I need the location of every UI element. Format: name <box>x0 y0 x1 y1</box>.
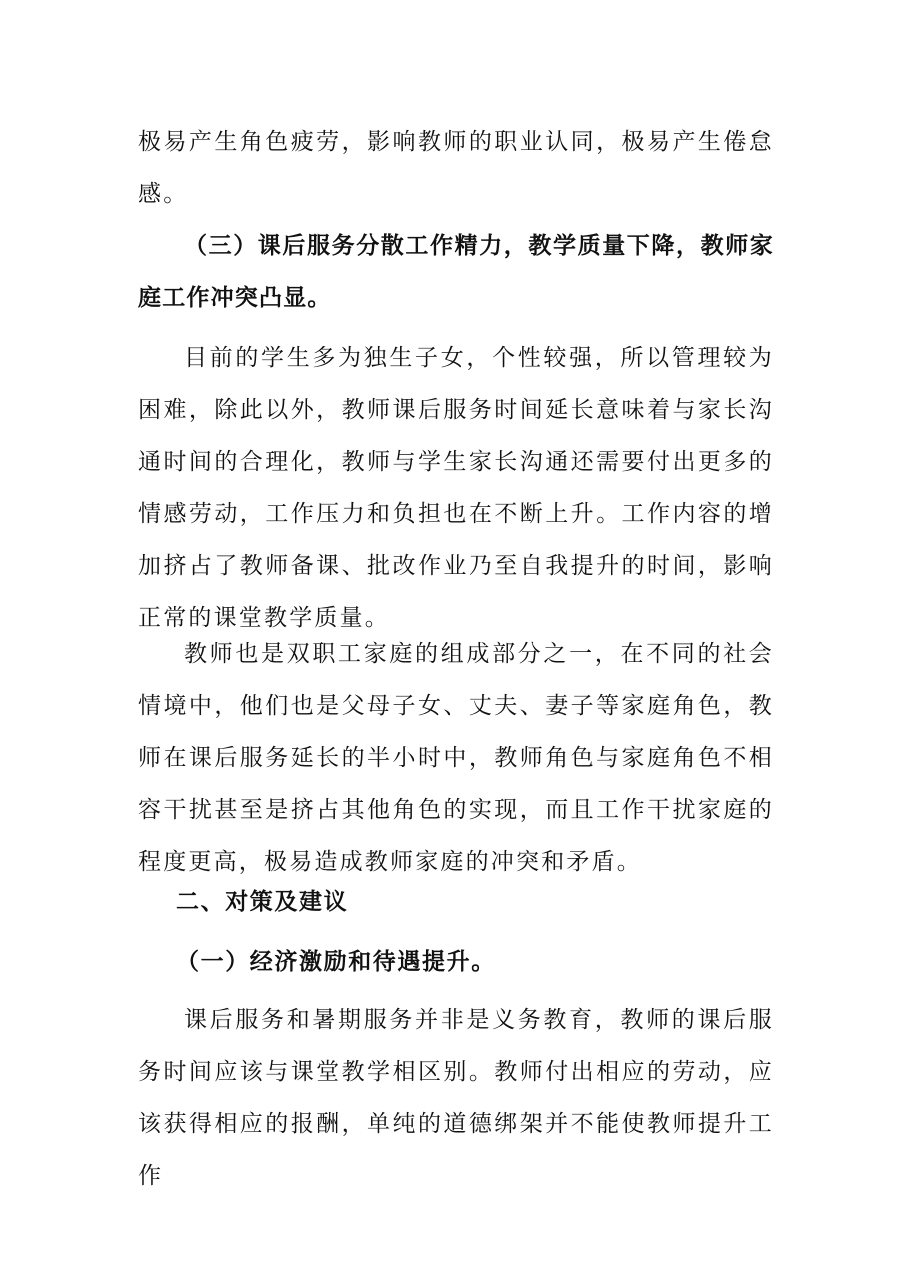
section-heading-two: 二、对策及建议 <box>176 889 349 915</box>
body-paragraph-students: 目前的学生多为独生子女，个性较强，所以管理较为困难，除此以外，教师课后服务时间延长意味着与家长沟通时间的合理化，教师与学生家长沟通还需要付出更多的情感劳动，工作压力和负担也在不断上升。工作内容的增加挤占了教师备课、批改作业乃至自我提升的时间，影响正常的课堂教学质量。 <box>138 345 774 631</box>
subsection-heading-one: （一）经济激励和待遇提升。 <box>176 949 496 975</box>
subsection-heading-three: （三）课后服务分散工作精力，教学质量下降，教师家庭工作冲突凸显。 <box>138 233 774 311</box>
body-paragraph-family: 教师也是双职工家庭的组成部分之一，在不同的社会情境中，他们也是父母子女、丈夫、妻子等家庭角色，教师在课后服务延长的半小时中，教师角色与家庭角色不相容干扰甚至是挤占其他角色的实现，而且工作干扰家庭的程度更高，极易造成教师家庭的冲突和矛盾。 <box>138 641 774 875</box>
continuation-paragraph: 极易产生角色疲劳，影响教师的职业认同，极易产生倦怠感。 <box>138 129 774 207</box>
body-paragraph-incentive: 课后服务和暑期服务并非是义务教育，教师的课后服务时间应该与课堂教学相区别。教师付出相应的劳动，应该获得相应的报酬，单纯的道德绑架并不能使教师提升工作 <box>138 1007 774 1189</box>
